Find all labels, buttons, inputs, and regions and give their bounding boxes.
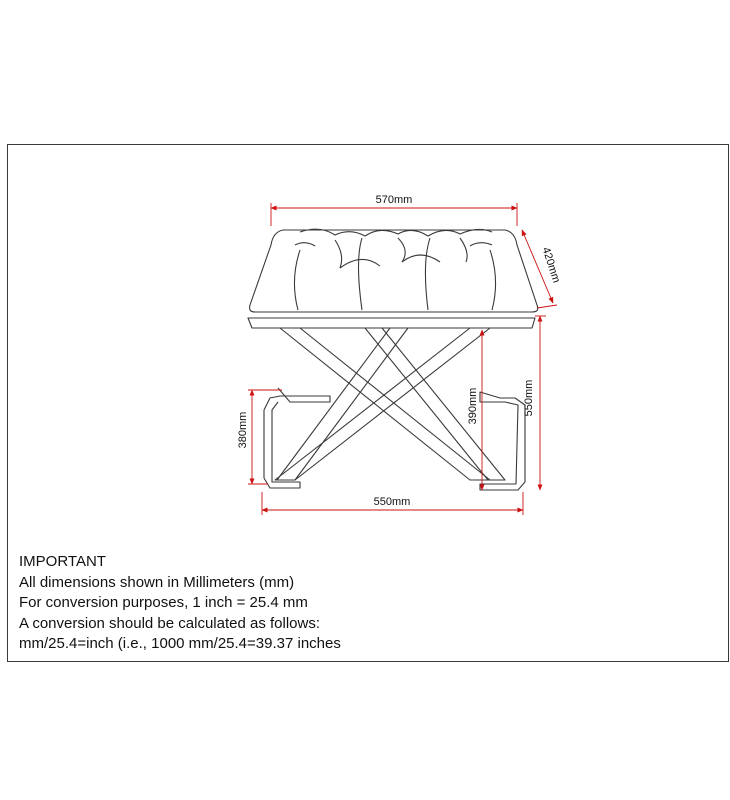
cushion-pleat xyxy=(490,250,496,310)
cushion-pleat xyxy=(335,240,342,268)
base-width-label: 550mm xyxy=(373,496,411,508)
base-frame-right xyxy=(480,392,525,490)
leg-x-2 xyxy=(277,328,408,480)
cushion-pleat xyxy=(294,250,300,310)
base-frame-left xyxy=(264,388,330,488)
cushion-pleat xyxy=(398,238,405,262)
cushion-pleat xyxy=(340,255,440,268)
seat-height-label: 390mm xyxy=(467,387,479,425)
cushion-pleat xyxy=(460,238,467,262)
cushion-pleat xyxy=(359,238,363,310)
seat-depth-ext xyxy=(537,305,557,308)
notes-line: A conversion should be calculated as follows: xyxy=(19,614,321,632)
notes-line: All dimensions shown in Millimeters (mm) xyxy=(19,573,295,591)
leg-x-4 xyxy=(365,328,505,480)
overall-height-label: 550mm xyxy=(523,379,535,417)
leg-x-3 xyxy=(275,328,490,480)
notes-line: mm/25.4=inch (i.e., 1000 mm/25.4=39.37 inches xyxy=(19,635,341,652)
notes-line: For conversion purposes, 1 inch = 25.4 mm xyxy=(19,594,308,611)
cushion-tufting xyxy=(295,243,492,246)
stool-illustration xyxy=(248,229,538,490)
seat-plate xyxy=(248,318,535,328)
top-width-label: 570mm xyxy=(375,194,413,206)
seat-depth-label: 420mm xyxy=(539,245,563,285)
notes-heading: IMPORTANT xyxy=(19,553,106,570)
base-height-label: 380mm xyxy=(237,411,249,449)
dimension-lines xyxy=(248,203,557,515)
conversion-notes xyxy=(19,552,341,655)
cushion-pleat xyxy=(425,238,430,310)
